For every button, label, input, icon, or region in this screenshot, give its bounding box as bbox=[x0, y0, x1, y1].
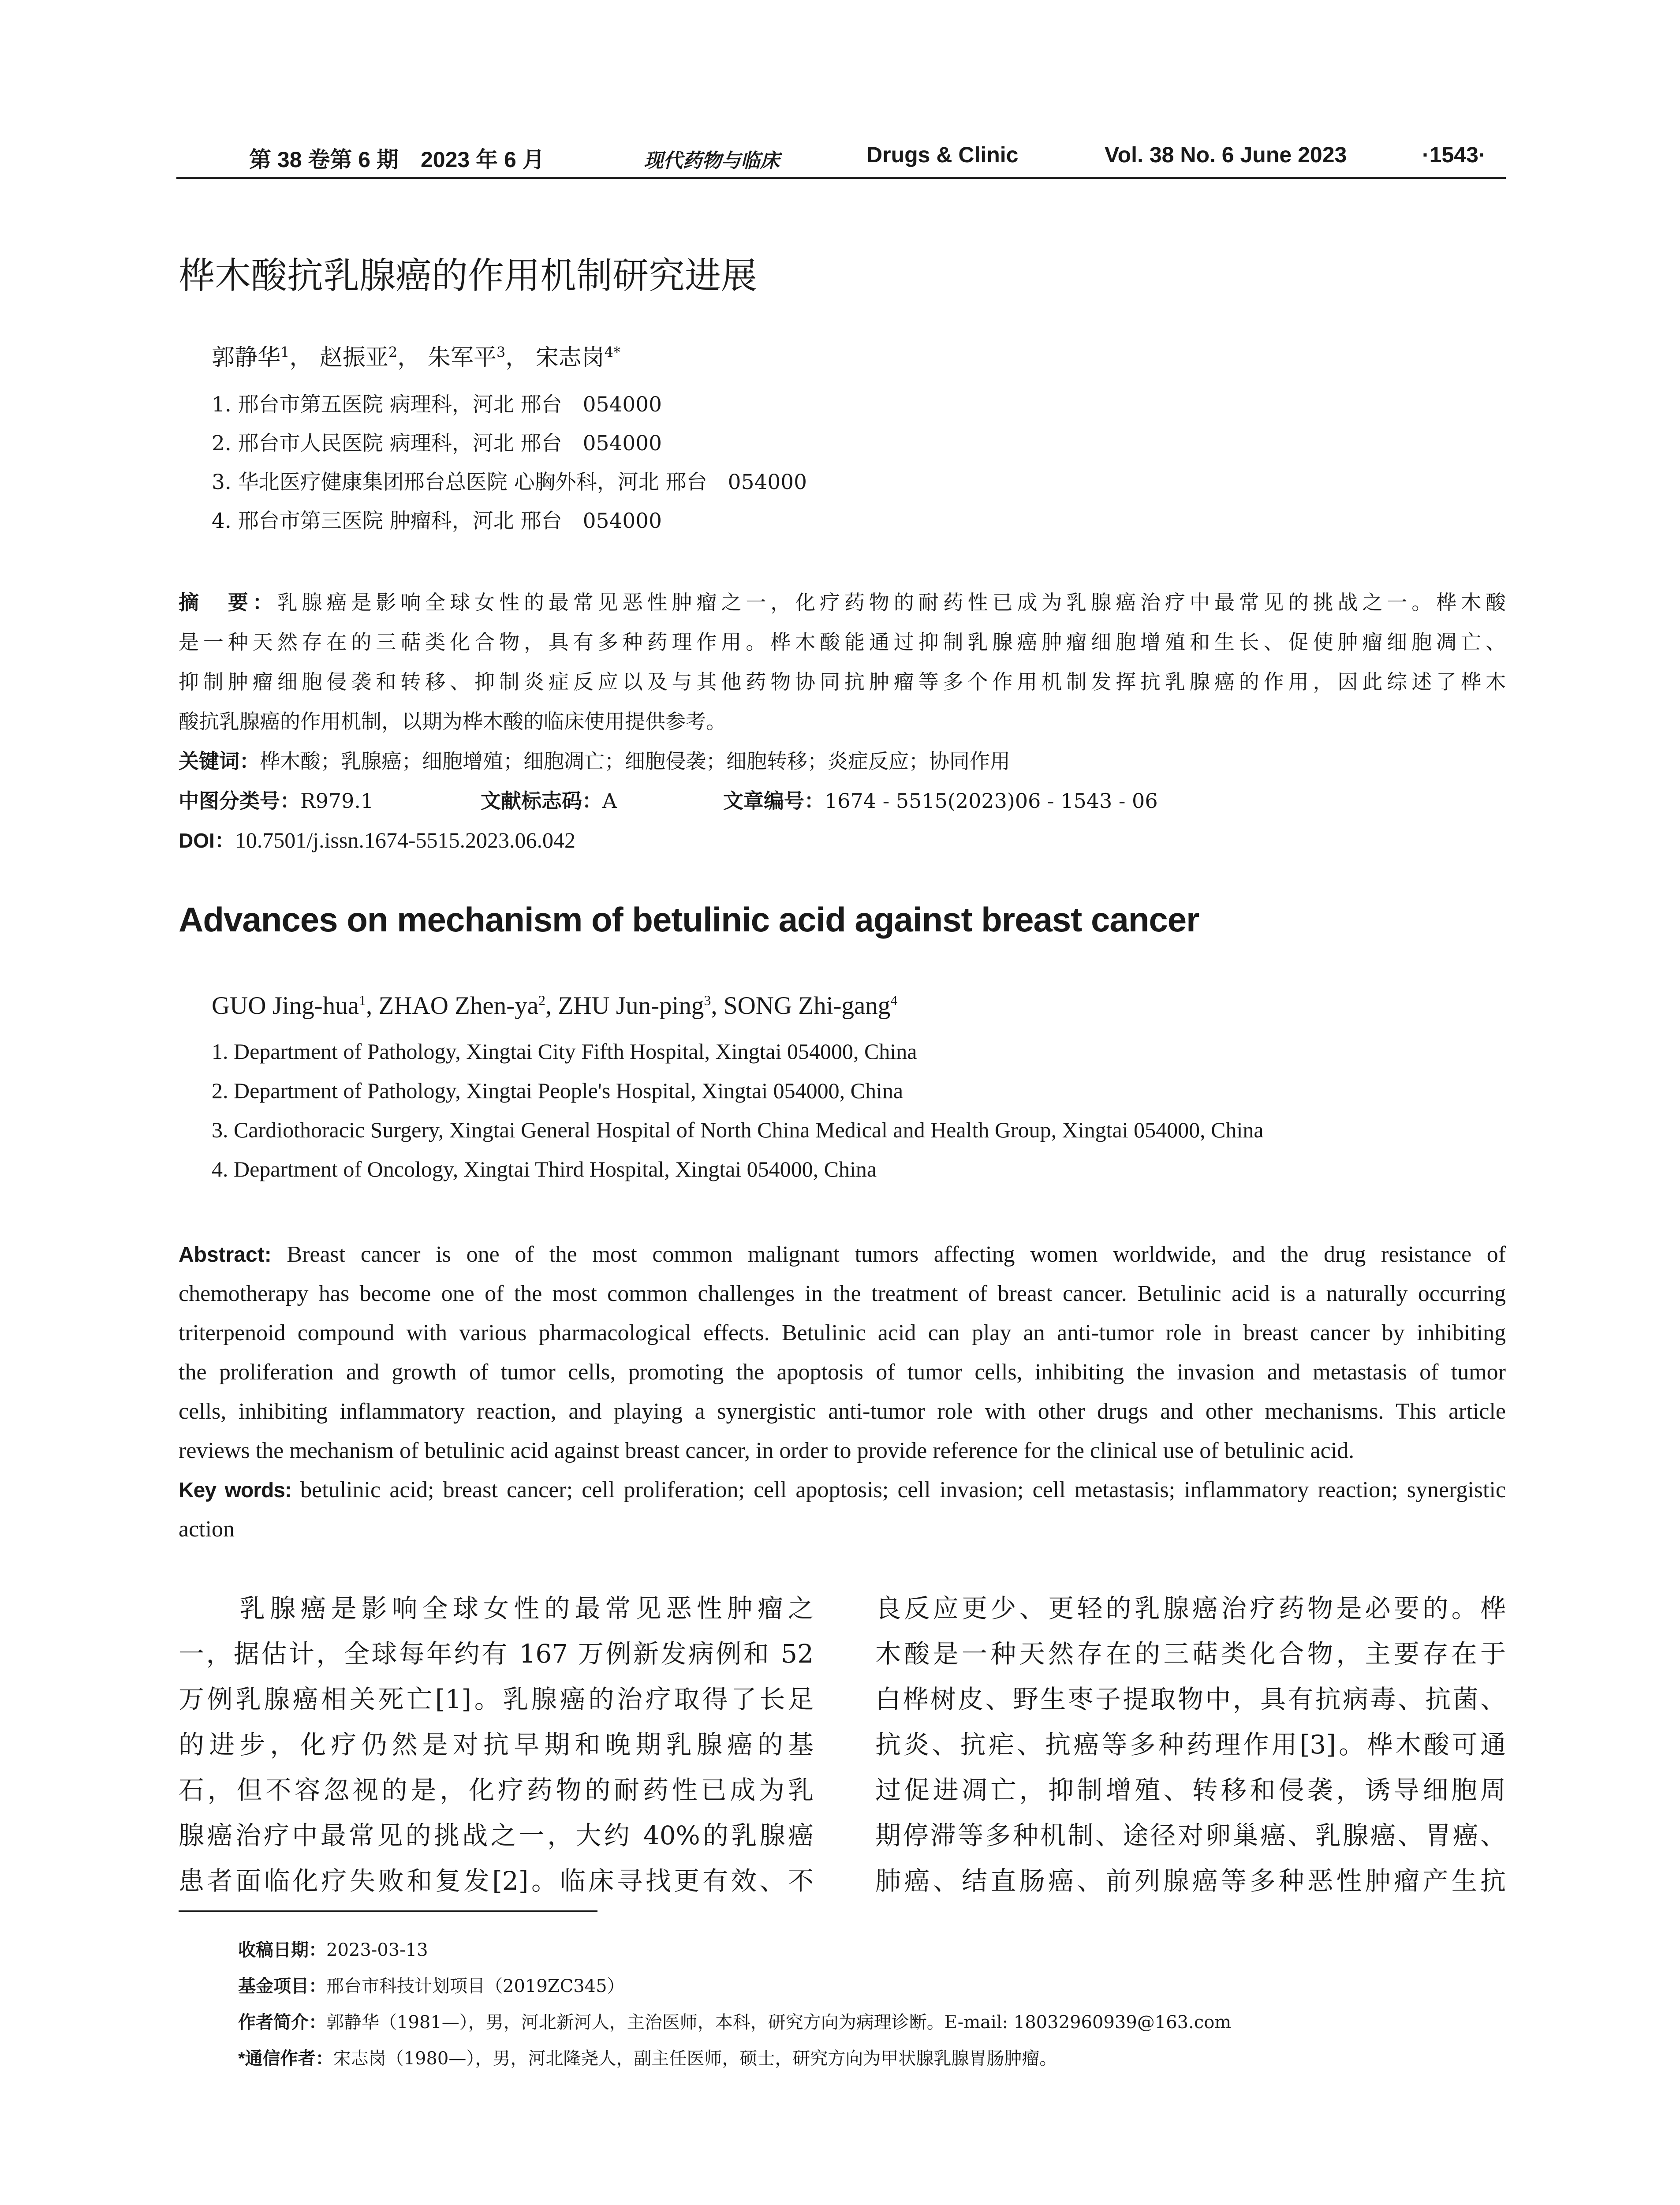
abstract-en-line: triterpenoid compound with various pharmacological effects. Betulinic acid can play an anti-tumor role in breast cancer by inhibiting bbox=[179, 1320, 1506, 1345]
author-name: SONG Zhi-gang bbox=[723, 992, 891, 1020]
abstract-cn-line: 抑制肿瘤细胞侵袭和转移、抑制炎症反应以及与其他药物协同抗肿瘤等多个作用机制发挥抗乳腺癌的作用，因此综述了桦木 bbox=[179, 670, 1506, 694]
abstract-en-line: cells, inhibiting inflammatory reaction, and playing a synergistic anti-tumor role with other drugs and other mechanisms. This article bbox=[179, 1399, 1506, 1424]
abstract-en-line: chemotherapy has become one of the most common challenges in the treatment of breast cancer. Betulinic acid is a naturally occurring bbox=[179, 1281, 1506, 1306]
header-issue-cn: 第 38 卷第 6 期 2023 年 6 月 bbox=[249, 147, 545, 172]
clc-value: R979.1 bbox=[300, 789, 374, 813]
author-name: 宋志岗 bbox=[535, 344, 605, 371]
body-line: 患者面临化疗失败和复发[2]。临床寻找更有效、不 bbox=[179, 1866, 814, 1896]
author-sup: 2 bbox=[538, 992, 546, 1008]
affiliation-cn: 1. 邢台市第五医院 病理科，河北 邢台 054000 bbox=[212, 392, 662, 417]
doi-line bbox=[179, 825, 1506, 854]
affiliation-cn: 4. 邢台市第三医院 肿瘤科，河北 邢台 054000 bbox=[212, 509, 662, 533]
abstract-en-line bbox=[179, 1241, 1506, 1267]
abstract-en-line: the proliferation and growth of tumor cells, promoting the apoptosis of tumor cells, inhibiting the invasion and metastasis of tumor bbox=[179, 1360, 1506, 1385]
footnote-author-bio bbox=[238, 2008, 1231, 2033]
author-name: ZHU Jun-ping bbox=[558, 992, 704, 1020]
body-line: 白桦树皮、野生枣子提取物中，具有抗病毒、抗菌、 bbox=[875, 1684, 1506, 1714]
body-line: 腺癌治疗中最常见的挑战之一，大约 40%的乳腺癌 bbox=[179, 1820, 814, 1850]
body-line: 期停滞等多种机制、途径对卵巢癌、乳腺癌、胃癌、 bbox=[875, 1820, 1506, 1850]
author-sep: ， bbox=[289, 344, 313, 371]
abstract-cn-line: 是一种天然存在的三萜类化合物，具有多种药理作用。桦木酸能通过抑制乳腺癌肿瘤细胞增殖和生长、促使肿瘤细胞凋亡、 bbox=[179, 630, 1506, 654]
footnote-label: 收稿日期： bbox=[238, 1940, 326, 1960]
title-en: Advances on mechanism of betulinic acid against breast cancer bbox=[179, 900, 1199, 939]
author-sep: , bbox=[545, 992, 558, 1020]
author-sup: 2 bbox=[388, 344, 398, 361]
body-line: 肺癌、结直肠癌、前列腺癌等多种恶性肿瘤产生抗 bbox=[875, 1866, 1506, 1896]
doi-label: DOI： bbox=[179, 829, 235, 852]
clc-label: 中图分类号： bbox=[179, 789, 300, 812]
author-sup: 3 bbox=[496, 344, 506, 361]
keywords-en-label: Key words: bbox=[179, 1479, 291, 1502]
author-sep: ， bbox=[505, 344, 529, 371]
author-sup: 4* bbox=[604, 344, 621, 361]
footnote-label: 基金项目： bbox=[238, 1977, 326, 1996]
title-cn: 桦木酸抗乳腺癌的作用机制研究进展 bbox=[179, 255, 758, 297]
article-number bbox=[723, 785, 1158, 814]
header-journal-en: Drugs & Clinic bbox=[866, 142, 1019, 167]
keywords-en-line bbox=[179, 1477, 1506, 1503]
body-line: 过促进凋亡，抑制增殖、转移和侵袭，诱导细胞周 bbox=[875, 1775, 1506, 1805]
author-name: 赵振亚 bbox=[319, 344, 388, 371]
affiliation-cn: 3. 华北医疗健康集团邢台总医院 心胸外科，河北 邢台 054000 bbox=[212, 470, 807, 494]
author-name: 郭静华 bbox=[212, 344, 281, 371]
footnote-fund bbox=[238, 1972, 625, 1997]
art-label: 文章编号： bbox=[723, 789, 825, 812]
authors-cn bbox=[212, 339, 620, 372]
abstract-cn-line bbox=[179, 587, 1506, 616]
footnote-received bbox=[238, 1936, 428, 1961]
author-sep: , bbox=[711, 992, 724, 1020]
body-line: 良反应更少、更轻的乳腺癌治疗药物是必要的。桦 bbox=[875, 1593, 1506, 1623]
footnote-label: *通信作者： bbox=[238, 2049, 333, 2068]
author-sup: 1 bbox=[280, 344, 290, 361]
abstract-cn-text: 乳腺癌是影响全球女性的最常见恶性肿瘤之一，化疗药物的耐药性已成为乳腺癌治疗中最常见的挑战之一。桦木酸 bbox=[277, 590, 1506, 614]
author-sup: 1 bbox=[359, 992, 366, 1008]
body-column-left bbox=[179, 1588, 814, 1923]
body-line: 乳腺癌是影响全球女性的最常见恶性肿瘤之 bbox=[179, 1593, 814, 1623]
author-sup: 4 bbox=[890, 992, 898, 1008]
abstract-cn-label: 摘 要： bbox=[179, 591, 277, 614]
body-line: 抗炎、抗疟、抗癌等多种药理作用[3]。桦木酸可通 bbox=[875, 1730, 1506, 1760]
footnote-text: 郭静华（1981—），男，河北新河人，主治医师，本科，研究方向为病理诊断。E-mail: 18032960939@163.com bbox=[326, 2012, 1232, 2033]
body-line: 石，但不容忽视的是，化疗药物的耐药性已成为乳 bbox=[179, 1775, 814, 1805]
affiliation-en: 1. Department of Pathology, Xingtai City Fifth Hospital, Xingtai 054000, China bbox=[212, 1039, 917, 1064]
author-name: GUO Jing-hua bbox=[212, 992, 359, 1020]
author-sep: , bbox=[366, 992, 379, 1020]
abstract-en-label: Abstract: bbox=[179, 1243, 272, 1267]
abstract-en-text: Breast cancer is one of the most common malignant tumors affecting women worldwide, and the drug resistance of bbox=[287, 1242, 1506, 1267]
doi-value: 10.7501/j.issn.1674-5515.2023.06.042 bbox=[235, 828, 576, 852]
doc-value: A bbox=[602, 789, 617, 813]
footnote-corresponding bbox=[238, 2044, 1057, 2070]
footnote-rule bbox=[179, 1910, 597, 1912]
header-page-number: ·1543· bbox=[1422, 142, 1486, 167]
header-issue-en: Vol. 38 No. 6 June 2023 bbox=[1105, 142, 1347, 167]
author-name: ZHAO Zhen-ya bbox=[378, 992, 539, 1020]
body-line: 一，据估计，全球每年约有 167 万例新发病例和 52 bbox=[179, 1639, 814, 1669]
abstract-en-line: reviews the mechanism of betulinic acid against breast cancer, in order to provide reference for the clinical use of betulinic acid. bbox=[179, 1438, 1355, 1463]
doc-label: 文献标志码： bbox=[481, 789, 602, 812]
affiliation-en: 4. Department of Oncology, Xingtai Third Hospital, Xingtai 054000, China bbox=[212, 1157, 877, 1181]
body-line: 的进步，化疗仍然是对抗早期和晚期乳腺癌的基 bbox=[179, 1730, 814, 1760]
keywords-cn bbox=[179, 745, 1506, 774]
footnote-text: 2023-03-13 bbox=[326, 1940, 428, 1960]
author-sup: 3 bbox=[704, 992, 711, 1008]
footnote-text: 宋志岗（1980—），男，河北隆尧人，副主任医师，硕士，研究方向为甲状腺乳腺胃肠肿瘤。 bbox=[333, 2048, 1057, 2069]
body-line: 万例乳腺癌相关死亡[1]。乳腺癌的治疗取得了长足 bbox=[179, 1684, 814, 1714]
body-line: 木酸是一种天然存在的三萜类化合物，主要存在于 bbox=[875, 1639, 1506, 1669]
abstract-cn-line: 酸抗乳腺癌的作用机制，以期为桦木酸的临床使用提供参考。 bbox=[179, 710, 726, 733]
header-journal-cn: 现代药物与临床 bbox=[644, 149, 780, 172]
body-column-right bbox=[875, 1588, 1506, 1923]
affiliation-cn: 2. 邢台市人民医院 病理科，河北 邢台 054000 bbox=[212, 431, 662, 456]
art-value: 1674 - 5515(2023)06 - 1543 - 06 bbox=[825, 789, 1158, 813]
keywords-cn-label: 关键词： bbox=[179, 750, 260, 773]
footnote-text: 邢台市科技计划项目（2019ZC345） bbox=[326, 1976, 625, 1996]
keywords-en-text: betulinic acid; breast cancer; cell proliferation; cell apoptosis; cell invasion; cell metastasis; inflammatory reaction; synergistic bbox=[300, 1477, 1506, 1502]
author-name: 朱军平 bbox=[427, 344, 497, 371]
affiliation-en: 2. Department of Pathology, Xingtai People's Hospital, Xingtai 054000, China bbox=[212, 1078, 903, 1103]
doc-code bbox=[481, 785, 617, 814]
affiliation-en: 3. Cardiothoracic Surgery, Xingtai General Hospital of North China Medical and Health Group, Xingtai 054000, China bbox=[212, 1117, 1264, 1142]
keywords-cn-text: 桦木酸；乳腺癌；细胞增殖；细胞凋亡；细胞侵袭；细胞转移；炎症反应；协同作用 bbox=[260, 749, 1010, 773]
authors-en bbox=[212, 991, 897, 1020]
header-rule bbox=[176, 177, 1506, 179]
footnote-label: 作者简介： bbox=[238, 2013, 326, 2032]
author-sep: ， bbox=[397, 344, 421, 371]
keywords-en-line: action bbox=[179, 1517, 235, 1542]
